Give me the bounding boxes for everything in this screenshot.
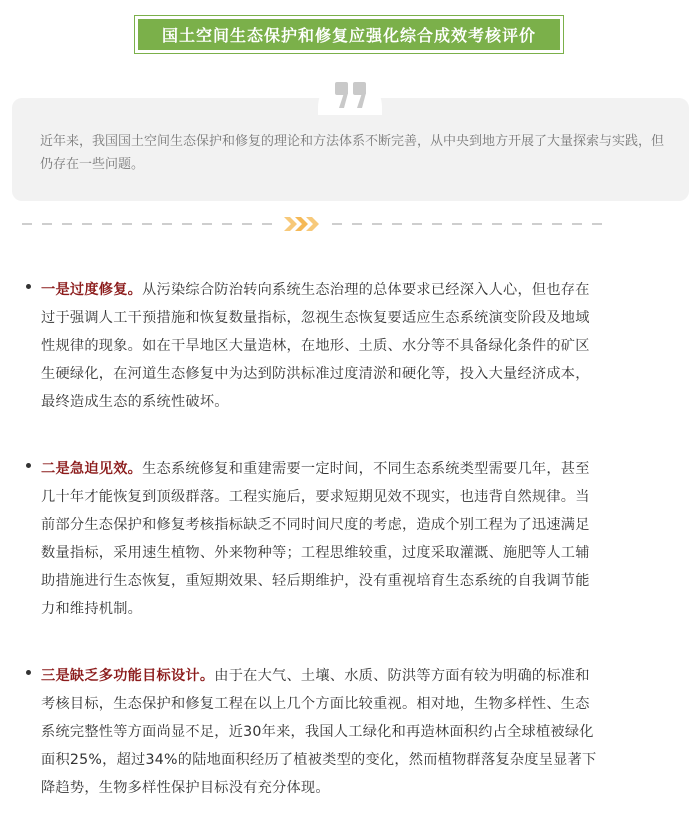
- issue-lead: 二是急迫见效。: [41, 461, 143, 477]
- issue-body: 由于在大气、土壤、水质、防洪等方面有较为明确的标准和考核目标，生态保护和修复工程在以上几个方面比较重视。相对地，生物多样性、生态系统完整性等方面尚显不足，近30年来，我国人工绿化和再造林面积约占全球植被绿化面积25%，超过34%的陆地面积经历了植被类型的变化，然而植物群落复杂度呈显著下降趋势，生物多样性保护目标没有充分体现。: [41, 668, 597, 796]
- title-banner: [134, 15, 564, 54]
- bullet-dot: [26, 670, 31, 675]
- issue-paragraph: [41, 276, 600, 416]
- triple-chevron-icon: [284, 217, 319, 231]
- issue-lead: 一是过度修复。: [41, 282, 143, 298]
- issue-item: [18, 662, 600, 802]
- issue-paragraph: [41, 662, 600, 802]
- bullet-dot: [26, 463, 31, 468]
- issue-body: 生态系统修复和重建需要一定时间，不同生态系统类型需要几年，甚至几十年才能恢复到顶级群落。工程实施后，要求短期见效不现实，也违背自然规律。当前部分生态保护和修复考核指标缺乏不同时间尺度的考虑，造成个别工程为了迅速满足数量指标，采用速生植物、外来物种等；工程思维较重，过度采取灌溉、施肥等人工辅助措施进行生态恢复，重短期效果、轻后期维护，没有重视培育生态系统的自我调节能力和维持机制。: [41, 461, 590, 617]
- page-title: 国土空间生态保护和修复应强化综合成效考核评价: [138, 19, 560, 50]
- quote-mark-icon: [333, 76, 369, 112]
- issue-item: [18, 455, 600, 623]
- issue-lead: 三是缺乏多功能目标设计。: [41, 668, 215, 684]
- issue-paragraph: [41, 455, 600, 623]
- intro-text: 近年来，我国国土空间生态保护和修复的理论和方法体系不断完善，从中央到地方开展了大量探索与实践，但仍存在一些问题。: [40, 134, 665, 172]
- issue-item: [18, 276, 600, 416]
- issue-body: 从污染综合防治转向系统生态治理的总体要求已经深入人心，但也存在过于强调人工干预措施和恢复数量指标，忽视生态恢复要适应生态系统演变阶段及地域性规律的现象。如在干旱地区大量造林，在地形、土质、水分等不具备绿化条件的矿区生硬绿化，在河道生态修复中为达到防洪标准过度清淤和硬化等，投入大量经济成本，最终造成生态的系统性破坏。: [41, 282, 590, 410]
- bullet-dot: [26, 284, 31, 289]
- section-divider: [20, 214, 620, 234]
